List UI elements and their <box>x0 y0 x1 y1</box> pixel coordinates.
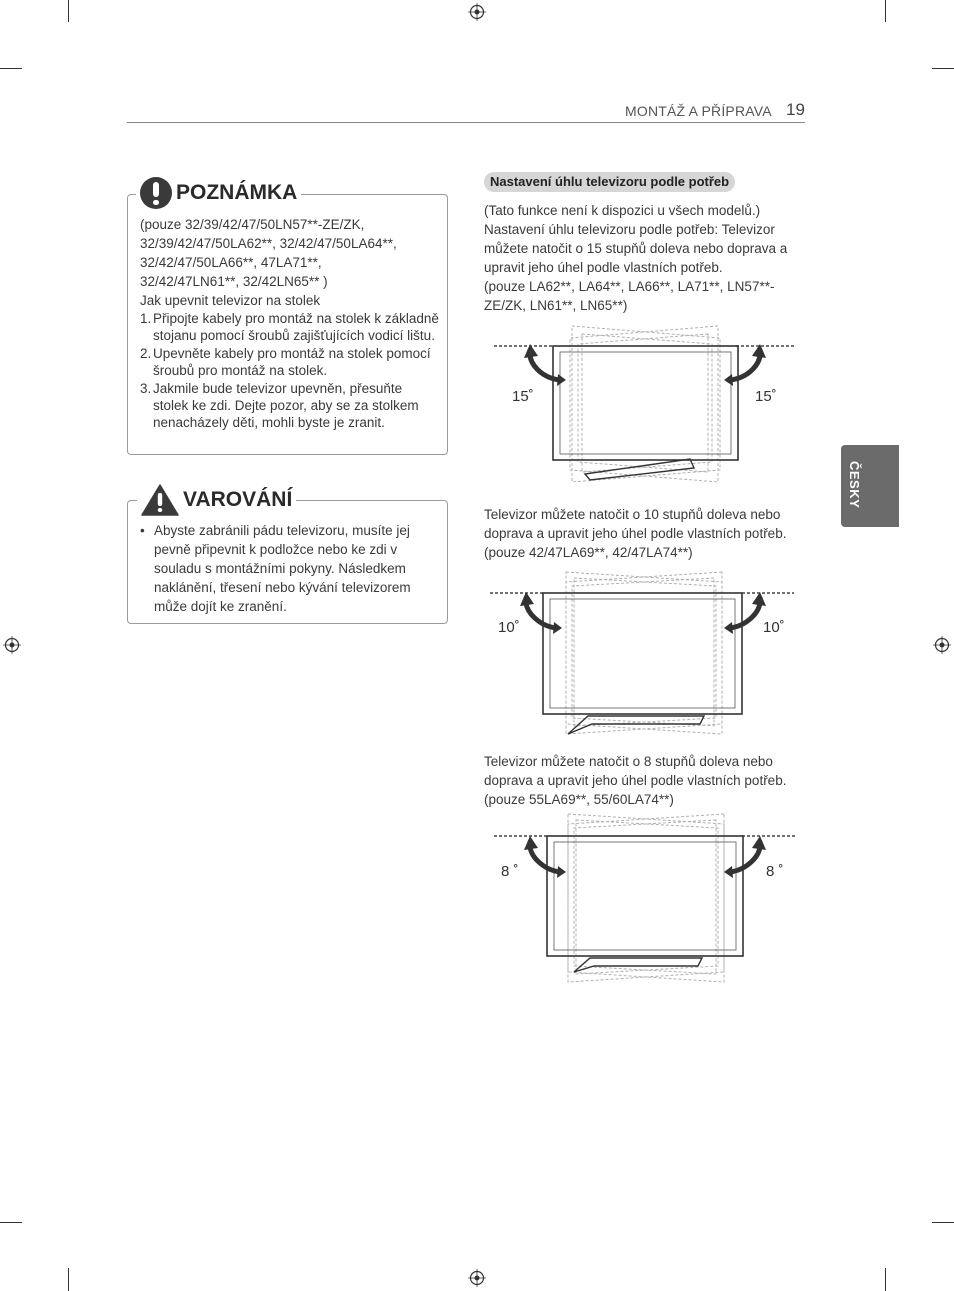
tv-swivel-diagram-15 <box>490 322 800 482</box>
note-step-text: Připojte kabely pro montáž na stolek k základně stojanu pomocí šroubů zajišťujících vodicí lištu. <box>153 311 439 343</box>
crop-mark <box>885 0 886 22</box>
section-header: MONTÁŽ A PŘÍPRAVA <box>625 103 772 119</box>
crop-mark <box>0 1222 22 1223</box>
warning-text: Abyste zabránili pádu televizoru, musíte jej pevně připevnit k podložce nebo ke zdi v souladu s montážními pokyny. Následkem naklánění, třesení nebo kývání televizorem může dojít ke zranění. <box>154 523 411 614</box>
paragraph-8-degrees <box>484 752 806 809</box>
note-intro-line: 32/42/47LN61**, 32/42LN65** ) <box>140 274 328 289</box>
registration-mark-icon <box>3 636 21 654</box>
paragraph-line: (pouze 42/47LA69**, 42/47LA74**) <box>484 545 693 560</box>
crop-mark <box>68 1268 69 1291</box>
angle-label-right: 8 ˚ <box>766 863 784 880</box>
registration-mark-icon <box>468 3 486 21</box>
crop-mark <box>932 1222 954 1223</box>
note-intro-line: (pouze 32/39/42/47/50LN57**-ZE/ZK, <box>140 217 365 232</box>
paragraph-line: Televizor můžete natočit o 10 stupňů doleva nebo doprava a upravit jeho úhel podle vlastních potřeb. <box>484 507 787 541</box>
warning-title-label: VAROVÁNÍ <box>183 488 293 511</box>
note-step-text: Jakmile bude televizor upevněn, přesuňte stolek ke zdi. Dejte pozor, aby se za stolkem nenacházely děti, mohli byste je zranit. <box>153 381 419 430</box>
page-number: 19 <box>786 100 805 119</box>
warning-content <box>140 521 440 616</box>
paragraph-10-degrees <box>484 505 806 562</box>
note-title <box>136 177 301 209</box>
bullet: • <box>140 523 145 538</box>
note-step <box>140 345 440 379</box>
note-step-text: Upevněte kabely pro montáž na stolek pomocí šroubů pro montáž na stolek. <box>153 346 431 378</box>
crop-mark <box>0 68 22 69</box>
angle-label-left: 10˚ <box>498 619 520 636</box>
note-title-label: POZNÁMKA <box>176 181 298 204</box>
paragraph-15-degrees <box>484 201 806 315</box>
angle-label-right: 10˚ <box>763 619 785 636</box>
paragraph-line: (Tato funkce není k dispozici u všech modelů.) <box>484 203 761 218</box>
note-intro-line: 32/42/47/50LA66**, 47LA71**, <box>140 255 322 270</box>
exclamation-circle-icon <box>140 177 172 209</box>
header-divider <box>127 122 805 123</box>
paragraph-line: Nastavení úhlu televizoru podle potřeb: Televizor můžete natočit o 15 stupňů doleva nebo doprava a upravit jeho úhel podle vlastních potřeb. <box>484 222 788 275</box>
note-step-number: 2. <box>140 346 152 361</box>
registration-mark-icon <box>468 1269 486 1287</box>
paragraph-line: (pouze 55LA69**, 55/60LA74**) <box>484 792 674 807</box>
paragraph-line: Televizor můžete natočit o 8 stupňů doleva nebo doprava a upravit jeho úhel podle vlastních potřeb. <box>484 754 787 788</box>
note-step <box>140 310 440 344</box>
crop-mark <box>932 68 954 69</box>
section-heading: Nastavení úhlu televizoru podle potřeb <box>484 172 735 192</box>
crop-mark <box>885 1268 886 1291</box>
warning-triangle-icon <box>141 484 179 516</box>
paragraph-line: (pouze LA62**, LA64**, LA66**, LA71**, LN57**-ZE/ZK, LN61**, LN65**) <box>484 279 775 313</box>
registration-mark-icon <box>933 636 951 654</box>
tv-swivel-diagram-10 <box>488 568 800 736</box>
crop-mark <box>68 0 69 22</box>
angle-label-left: 15˚ <box>512 388 534 405</box>
note-step-number: 1. <box>140 311 152 326</box>
angle-label-left: 8 ˚ <box>501 863 519 880</box>
note-content <box>140 215 440 432</box>
note-intro-line: Jak upevnit televizor na stolek <box>140 293 321 308</box>
note-step-number: 3. <box>140 381 152 396</box>
angle-label-right: 15˚ <box>755 388 777 405</box>
language-tab <box>841 445 899 527</box>
warning-title <box>137 484 296 516</box>
note-intro-line: 32/39/42/47/50LA62**, 32/42/47/50LA64**, <box>140 236 397 251</box>
warning-item <box>140 521 440 616</box>
note-step <box>140 380 440 431</box>
language-tab-label: ČESKY <box>847 461 862 509</box>
tv-swivel-diagram-8 <box>490 812 800 984</box>
